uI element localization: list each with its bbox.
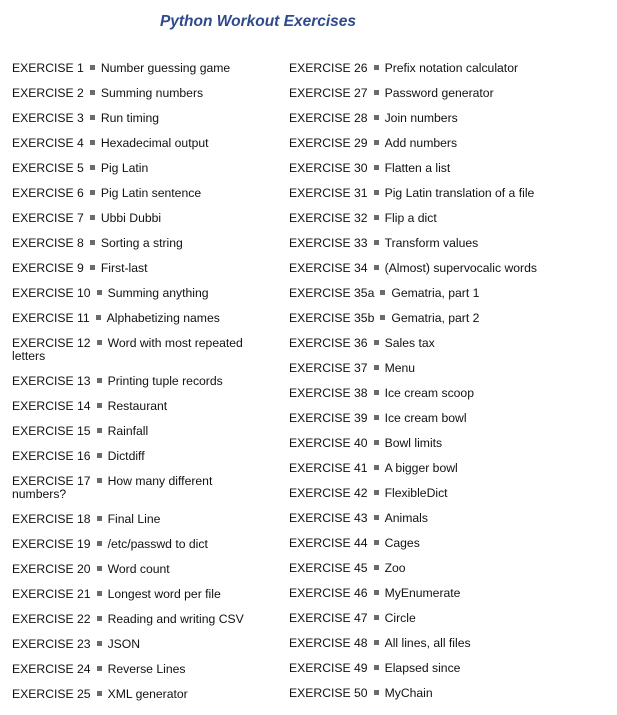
exercise-title: Sorting a string xyxy=(100,236,183,250)
bullet-separator-icon xyxy=(90,215,95,220)
exercise-title: Word count xyxy=(107,562,170,576)
exercise-list-right xyxy=(289,62,607,712)
exercise-entry xyxy=(289,612,607,625)
exercise-entry xyxy=(289,462,607,475)
bullet-separator-icon xyxy=(97,566,102,571)
bullet-separator-icon xyxy=(374,590,379,595)
exercise-entry xyxy=(12,137,264,150)
exercise-number: EXERCISE 40 xyxy=(289,436,368,450)
exercise-title: Gematria, part 2 xyxy=(391,311,480,325)
exercise-number: EXERCISE 27 xyxy=(289,86,368,100)
exercise-title: Printing tuple records xyxy=(107,374,223,388)
exercise-entry xyxy=(289,312,607,325)
exercise-entry xyxy=(12,638,264,651)
exercise-entry xyxy=(12,425,264,438)
bullet-separator-icon xyxy=(97,453,102,458)
bullet-separator-icon xyxy=(97,403,102,408)
exercise-entry xyxy=(12,262,264,275)
exercise-entry xyxy=(12,237,264,250)
bullet-separator-icon xyxy=(374,90,379,95)
exercise-number: EXERCISE 13 xyxy=(12,374,91,388)
exercise-entry xyxy=(289,487,607,500)
exercise-title: First-last xyxy=(100,261,148,275)
exercise-number: EXERCISE 48 xyxy=(289,636,368,650)
exercise-number: EXERCISE 28 xyxy=(289,111,368,125)
exercise-entry xyxy=(289,187,607,200)
bullet-separator-icon xyxy=(97,516,102,521)
exercise-title: Bowl limits xyxy=(384,436,443,450)
exercise-number: EXERCISE 31 xyxy=(289,186,368,200)
exercise-list-left xyxy=(12,62,264,713)
exercise-number: EXERCISE 42 xyxy=(289,486,368,500)
exercise-number: EXERCISE 6 xyxy=(12,186,84,200)
exercise-title: Number guessing game xyxy=(100,61,231,75)
exercise-entry xyxy=(289,262,607,275)
exercise-entry xyxy=(12,287,264,300)
bullet-separator-icon xyxy=(374,215,379,220)
bullet-separator-icon xyxy=(374,240,379,245)
exercise-title: All lines, all files xyxy=(384,636,471,650)
exercise-entry xyxy=(12,112,264,125)
exercise-title: Restaurant xyxy=(107,399,168,413)
bullet-separator-icon xyxy=(97,378,102,383)
exercise-entry xyxy=(289,62,607,75)
exercise-title: JSON xyxy=(107,637,141,651)
exercise-entry xyxy=(12,588,264,601)
exercise-entry xyxy=(289,87,607,100)
exercise-entry xyxy=(12,337,264,363)
exercise-entry xyxy=(289,662,607,675)
exercise-number: EXERCISE 41 xyxy=(289,461,368,475)
exercise-title: Password generator xyxy=(384,86,494,100)
exercise-entry xyxy=(289,162,607,175)
exercise-number: EXERCISE 30 xyxy=(289,161,368,175)
exercise-number: EXERCISE 19 xyxy=(12,537,91,551)
exercise-number: EXERCISE 18 xyxy=(12,512,91,526)
exercise-title: Summing anything xyxy=(107,286,209,300)
bullet-separator-icon xyxy=(374,565,379,570)
exercise-entry xyxy=(12,688,264,701)
exercise-number: EXERCISE 9 xyxy=(12,261,84,275)
exercise-title: Ubbi Dubbi xyxy=(100,211,162,225)
exercise-title: Longest word per file xyxy=(107,587,221,601)
exercise-number: EXERCISE 37 xyxy=(289,361,368,375)
exercise-title: MyEnumerate xyxy=(384,586,461,600)
exercise-entry xyxy=(12,563,264,576)
exercise-title: Alphabetizing names xyxy=(106,311,220,325)
exercise-number: EXERCISE 43 xyxy=(289,511,368,525)
bullet-separator-icon xyxy=(374,540,379,545)
bullet-separator-icon xyxy=(90,265,95,270)
exercise-title: How many different numbers? xyxy=(12,474,213,501)
bullet-separator-icon xyxy=(90,165,95,170)
bullet-separator-icon xyxy=(374,490,379,495)
exercise-entry xyxy=(12,538,264,551)
exercise-entry xyxy=(289,412,607,425)
exercise-entry xyxy=(12,475,264,501)
exercise-number: EXERCISE 32 xyxy=(289,211,368,225)
exercise-entry xyxy=(12,613,264,626)
exercise-entry xyxy=(289,587,607,600)
exercise-title: Flatten a list xyxy=(384,161,451,175)
exercise-number: EXERCISE 23 xyxy=(12,637,91,651)
exercise-number: EXERCISE 8 xyxy=(12,236,84,250)
bullet-separator-icon xyxy=(374,515,379,520)
bullet-separator-icon xyxy=(97,641,102,646)
bullet-separator-icon xyxy=(374,265,379,270)
exercise-entry xyxy=(289,337,607,350)
exercise-number: EXERCISE 22 xyxy=(12,612,91,626)
exercise-entry xyxy=(289,387,607,400)
exercise-title: Word with most repeated letters xyxy=(12,336,243,363)
exercise-entry xyxy=(289,537,607,550)
exercise-title: A bigger bowl xyxy=(384,461,458,475)
exercise-entry xyxy=(289,237,607,250)
exercise-entry xyxy=(12,513,264,526)
bullet-separator-icon xyxy=(374,165,379,170)
exercise-number: EXERCISE 29 xyxy=(289,136,368,150)
exercise-title: Add numbers xyxy=(384,136,458,150)
exercise-title: Prefix notation calculator xyxy=(384,61,519,75)
exercise-title: Pig Latin sentence xyxy=(100,186,202,200)
exercise-title: Final Line xyxy=(107,512,161,526)
exercise-title: Elapsed since xyxy=(384,661,461,675)
bullet-separator-icon xyxy=(374,465,379,470)
exercise-number: EXERCISE 25 xyxy=(12,687,91,701)
exercise-number: EXERCISE 36 xyxy=(289,336,368,350)
bullet-separator-icon xyxy=(96,315,101,320)
exercise-entry xyxy=(289,637,607,650)
exercise-title: Menu xyxy=(384,361,416,375)
exercise-number: EXERCISE 11 xyxy=(12,311,90,325)
exercise-number: EXERCISE 7 xyxy=(12,211,84,225)
exercise-entry xyxy=(289,562,607,575)
bullet-separator-icon xyxy=(380,315,385,320)
exercise-title: MyChain xyxy=(384,686,433,700)
exercise-entry xyxy=(12,450,264,463)
exercise-number: EXERCISE 20 xyxy=(12,562,91,576)
exercise-title: Flip a dict xyxy=(384,211,437,225)
exercise-entry xyxy=(289,287,607,300)
exercise-entry xyxy=(289,512,607,525)
exercise-title: (Almost) supervocalic words xyxy=(384,261,537,275)
exercise-number: EXERCISE 38 xyxy=(289,386,368,400)
bullet-separator-icon xyxy=(374,140,379,145)
bullet-separator-icon xyxy=(374,440,379,445)
bullet-separator-icon xyxy=(374,615,379,620)
exercise-number: EXERCISE 17 xyxy=(12,474,91,488)
exercise-title: Circle xyxy=(384,611,416,625)
page-title: Python Workout Exercises xyxy=(159,13,357,30)
exercise-number: EXERCISE 2 xyxy=(12,86,84,100)
bullet-separator-icon xyxy=(374,190,379,195)
exercise-entry xyxy=(12,375,264,388)
exercise-number: EXERCISE 12 xyxy=(12,336,91,350)
bullet-separator-icon xyxy=(97,478,102,483)
bullet-separator-icon xyxy=(97,691,102,696)
bullet-separator-icon xyxy=(90,90,95,95)
exercise-number: EXERCISE 33 xyxy=(289,236,368,250)
exercise-number: EXERCISE 4 xyxy=(12,136,84,150)
exercise-number: EXERCISE 46 xyxy=(289,586,368,600)
exercise-title: Pig Latin translation of a file xyxy=(384,186,535,200)
exercise-entry xyxy=(289,437,607,450)
exercise-number: EXERCISE 16 xyxy=(12,449,91,463)
bullet-separator-icon xyxy=(374,390,379,395)
exercise-entry xyxy=(289,687,607,700)
bullet-separator-icon xyxy=(97,616,102,621)
bullet-separator-icon xyxy=(374,415,379,420)
exercise-number: EXERCISE 39 xyxy=(289,411,368,425)
exercise-title: /etc/passwd to dict xyxy=(107,537,208,551)
exercise-number: EXERCISE 44 xyxy=(289,536,368,550)
exercise-title: XML generator xyxy=(107,687,188,701)
exercise-title: Join numbers xyxy=(384,111,458,125)
exercise-entry xyxy=(289,112,607,125)
exercise-title: Hexadecimal output xyxy=(100,136,209,150)
bullet-separator-icon xyxy=(380,290,385,295)
exercise-entry xyxy=(12,87,264,100)
exercise-number: EXERCISE 5 xyxy=(12,161,84,175)
exercise-number: EXERCISE 34 xyxy=(289,261,368,275)
bullet-separator-icon xyxy=(374,65,379,70)
exercise-number: EXERCISE 10 xyxy=(12,286,91,300)
exercise-title: Reading and writing CSV xyxy=(107,612,244,626)
exercise-number: EXERCISE 47 xyxy=(289,611,368,625)
exercise-number: EXERCISE 21 xyxy=(12,587,91,601)
exercise-number: EXERCISE 35b xyxy=(289,311,375,325)
exercise-title: Reverse Lines xyxy=(107,662,186,676)
exercise-entry xyxy=(12,187,264,200)
exercise-entry xyxy=(12,162,264,175)
exercise-title: Pig Latin xyxy=(100,161,149,175)
exercise-title: Summing numbers xyxy=(100,86,204,100)
exercise-title: Transform values xyxy=(384,236,479,250)
bullet-separator-icon xyxy=(374,665,379,670)
exercise-title: Rainfall xyxy=(107,424,149,438)
exercise-number: EXERCISE 49 xyxy=(289,661,368,675)
exercise-entry xyxy=(12,400,264,413)
exercise-entry xyxy=(289,212,607,225)
exercise-title: Dictdiff xyxy=(107,449,145,463)
exercise-title: Ice cream bowl xyxy=(384,411,467,425)
exercise-title: Animals xyxy=(384,511,428,525)
bullet-separator-icon xyxy=(374,340,379,345)
bullet-separator-icon xyxy=(90,140,95,145)
bullet-separator-icon xyxy=(374,690,379,695)
exercise-title: FlexibleDict xyxy=(384,486,448,500)
exercise-number: EXERCISE 1 xyxy=(12,61,84,75)
bullet-separator-icon xyxy=(90,240,95,245)
exercise-title: Cages xyxy=(384,536,420,550)
bullet-separator-icon xyxy=(97,591,102,596)
bullet-separator-icon xyxy=(97,290,102,295)
exercise-entry xyxy=(12,62,264,75)
exercise-title: Ice cream scoop xyxy=(384,386,474,400)
bullet-separator-icon xyxy=(374,640,379,645)
exercise-number: EXERCISE 50 xyxy=(289,686,368,700)
exercise-title: Gematria, part 1 xyxy=(391,286,480,300)
bullet-separator-icon xyxy=(90,190,95,195)
exercise-number: EXERCISE 45 xyxy=(289,561,368,575)
bullet-separator-icon xyxy=(90,115,95,120)
exercise-title: Zoo xyxy=(384,561,406,575)
bullet-separator-icon xyxy=(90,65,95,70)
exercise-entry xyxy=(12,663,264,676)
exercise-number: EXERCISE 35a xyxy=(289,286,375,300)
bullet-separator-icon xyxy=(97,666,102,671)
exercise-entry xyxy=(289,362,607,375)
bullet-separator-icon xyxy=(97,541,102,546)
bullet-separator-icon xyxy=(97,340,102,345)
exercise-title: Sales tax xyxy=(384,336,435,350)
bullet-separator-icon xyxy=(374,115,379,120)
exercise-entry xyxy=(12,212,264,225)
bullet-separator-icon xyxy=(97,428,102,433)
exercise-title: Run timing xyxy=(100,111,160,125)
exercise-number: EXERCISE 26 xyxy=(289,61,368,75)
exercise-number: EXERCISE 14 xyxy=(12,399,91,413)
exercise-entry xyxy=(12,312,264,325)
exercise-number: EXERCISE 15 xyxy=(12,424,91,438)
exercise-number: EXERCISE 3 xyxy=(12,111,84,125)
exercise-entry xyxy=(289,137,607,150)
exercise-number: EXERCISE 24 xyxy=(12,662,91,676)
bullet-separator-icon xyxy=(374,365,379,370)
